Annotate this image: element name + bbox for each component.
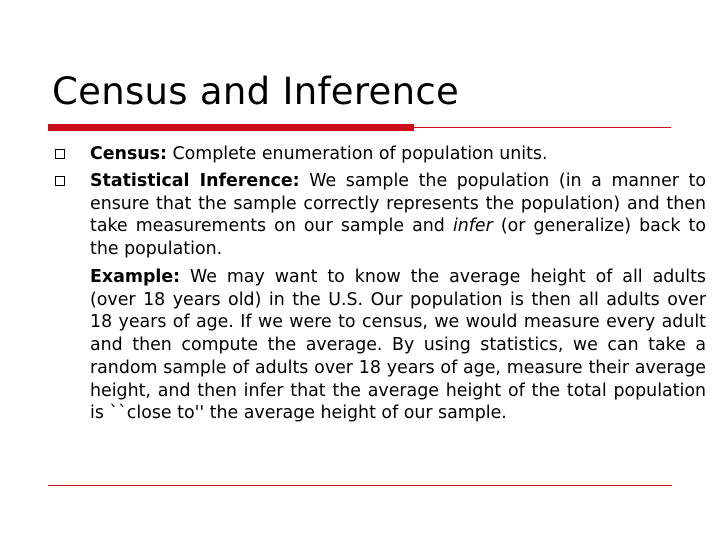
bullet-census — [90, 143, 706, 166]
slide-title: Census and Inference — [52, 70, 460, 113]
inference-text-after: (or generalize) back to the population. — [90, 216, 706, 260]
census-definition: Complete enumeration of population units. — [166, 144, 548, 164]
bullet-statistical-inference — [90, 170, 706, 261]
title-accent-bar — [48, 124, 414, 131]
square-bullet-icon — [55, 149, 65, 159]
example-text: We may want to know the average height of all adults (over 18 years old) in the U.S. Our population is then all adults over 18 years of age. If we were to census, we would measure every adult and then compute the average. By using statistics, we can take a random sample of adults over 18 years of age, measure their average height, and then infer that the average height of the total population is ``close to'' the average height of our sample. — [90, 267, 706, 424]
example-paragraph — [90, 266, 706, 425]
title-divider-line — [414, 127, 671, 128]
footer-divider-line — [48, 485, 672, 486]
inference-emphasis: infer — [452, 216, 493, 237]
census-term: Census: — [90, 144, 167, 164]
example-term: Example: — [90, 267, 181, 287]
inference-term: Statistical Inference: — [90, 171, 300, 191]
square-bullet-icon — [55, 176, 65, 186]
inference-text-before: We sample the population (in a manner to ensure that the sample correctly represents the population) and then take measurements on our sample and — [90, 171, 707, 237]
